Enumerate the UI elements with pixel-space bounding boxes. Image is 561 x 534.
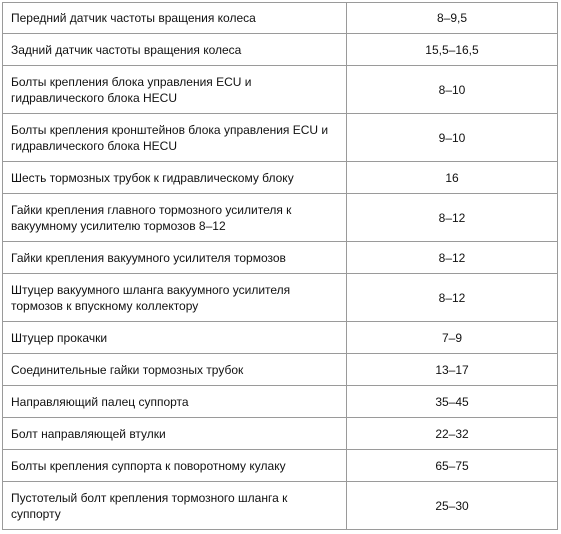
torque-value-cell: 22–32 [347,418,558,450]
part-name-cell: Болты крепления кронштейнов блока управления ECU и гидравлического блока HECU [3,114,347,162]
torque-value-cell: 8–12 [347,242,558,274]
torque-value-cell: 8–12 [347,194,558,242]
part-name-cell: Передний датчик частоты вращения колеса [3,3,347,34]
torque-value-cell: 7–9 [347,322,558,354]
part-name-cell: Шесть тормозных трубок к гидравлическому блоку [3,162,347,194]
part-name-cell: Болты крепления суппорта к поворотному кулаку [3,450,347,482]
part-name-cell: Гайки крепления главного тормозного усилителя к вакуумному усилителю тормозов 8–12 [3,194,347,242]
torque-value-cell: 15,5–16,5 [347,34,558,66]
torque-spec-table [2,2,558,530]
torque-value-cell: 8–12 [347,274,558,322]
table-row [3,450,558,482]
table-row [3,274,558,322]
part-name-cell: Болты крепления блока управления ECU и гидравлического блока HECU [3,66,347,114]
part-name-cell: Штуцер вакуумного шланга вакуумного усилителя тормозов к впускному коллектору [3,274,347,322]
table-row [3,162,558,194]
table-row [3,482,558,530]
table-row [3,3,558,34]
torque-value-cell: 25–30 [347,482,558,530]
part-name-cell: Направляющий палец суппорта [3,386,347,418]
table-row [3,114,558,162]
torque-value-cell: 16 [347,162,558,194]
part-name-cell: Соединительные гайки тормозных трубок [3,354,347,386]
part-name-cell: Задний датчик частоты вращения колеса [3,34,347,66]
torque-value-cell: 35–45 [347,386,558,418]
table-row [3,354,558,386]
part-name-cell: Болт направляющей втулки [3,418,347,450]
part-name-cell: Штуцер прокачки [3,322,347,354]
table-row [3,66,558,114]
torque-value-cell: 8–10 [347,66,558,114]
part-name-cell: Пустотелый болт крепления тормозного шланга к суппорту [3,482,347,530]
table-row [3,386,558,418]
torque-value-cell: 65–75 [347,450,558,482]
table-row [3,242,558,274]
table-row [3,322,558,354]
table-row [3,194,558,242]
torque-value-cell: 9–10 [347,114,558,162]
table-row [3,34,558,66]
part-name-cell: Гайки крепления вакуумного усилителя тормозов [3,242,347,274]
table-row [3,418,558,450]
torque-value-cell: 13–17 [347,354,558,386]
torque-value-cell: 8–9,5 [347,3,558,34]
